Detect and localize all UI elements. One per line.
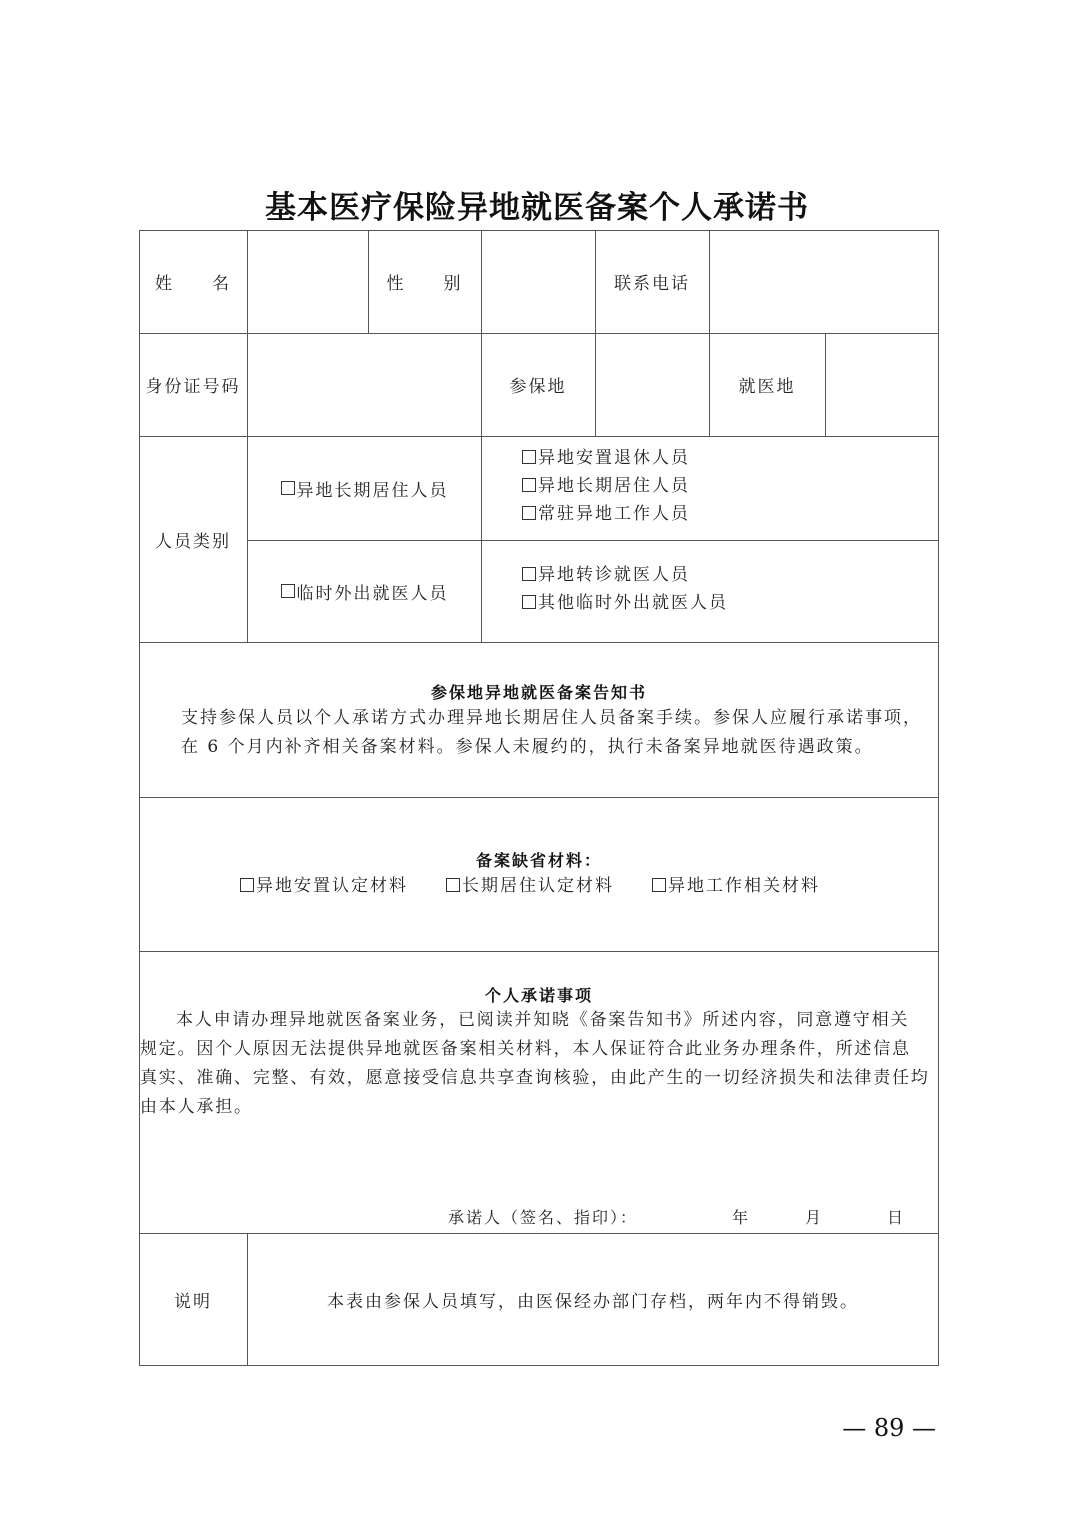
medical-place-label: 就医地 <box>738 377 796 397</box>
option-long-term[interactable] <box>248 436 481 540</box>
option-temporary[interactable] <box>248 540 481 642</box>
gender-label: 性 别 <box>386 274 463 294</box>
page-number: — 89 — <box>842 1414 936 1442</box>
checkbox-icon[interactable] <box>522 595 536 609</box>
missing-materials-options <box>240 872 860 900</box>
option-other-temporary[interactable]: 其他临时外出就医人员 <box>522 589 728 617</box>
name-field[interactable] <box>248 231 368 333</box>
note-text: 本表由参保人员填写，由医保经办部门存档，两年内不得销毁。 <box>327 1291 859 1312</box>
category-label: 人员类别 <box>155 531 231 552</box>
checkbox-icon[interactable] <box>240 878 254 892</box>
missing-materials-title: 备案缺省材料： <box>475 851 602 870</box>
insured-place-label: 参保地 <box>509 377 567 397</box>
phone-field[interactable] <box>710 231 938 333</box>
option-referral[interactable]: 异地转诊就医人员 <box>522 561 728 589</box>
phone-label: 联系电话 <box>614 274 690 294</box>
insured-place-field[interactable] <box>596 334 709 436</box>
checkbox-icon[interactable] <box>522 506 536 520</box>
option-resettled-retiree[interactable]: 异地安置退休人员 <box>522 444 690 472</box>
day-label: 日 <box>887 1208 906 1227</box>
form-title: 基本医疗保险异地就医备案个人承诺书 <box>265 190 809 226</box>
checkbox-icon[interactable] <box>522 450 536 464</box>
option-temporary-label: 临时外出就医人员 <box>296 583 449 604</box>
year-label: 年 <box>732 1208 751 1227</box>
promise-text: 本人申请办理异地就医备案业务，已阅读并知晓《备案告知书》所述内容，同意遵守相关 规定。因个人原因无法提供异地就医备案相关材料，本人保证符合此业务办理条件，所述信息 真实、准确、完整、有效，愿意接受信息共享查询核验，由此产生的一切经济损失和法律责任均 由本人承担。 <box>140 1010 930 1117</box>
id-number-field[interactable] <box>248 334 481 436</box>
gender-field[interactable] <box>482 231 595 333</box>
notice-title: 参保地异地就医备案告知书 <box>430 683 647 702</box>
option-long-term-resident[interactable]: 异地长期居住人员 <box>522 472 690 500</box>
temporary-sub-options <box>522 561 728 617</box>
note-label: 说明 <box>174 1291 212 1312</box>
checkbox-icon[interactable] <box>522 478 536 492</box>
month-label: 月 <box>805 1208 824 1227</box>
checkbox-icon[interactable] <box>522 567 536 581</box>
option-residence-material[interactable]: 长期居住认定材料 <box>446 876 614 896</box>
checkbox-icon[interactable] <box>652 878 666 892</box>
notice-text: 支持参保人员以个人承诺方式办理异地长期居住人员备案手续。参保人应履行承诺事项， 在 6 个月内补齐相关备案材料。参保人未履约的，执行未备案异地就医待遇政策。 <box>181 708 922 757</box>
checkbox-icon[interactable] <box>281 481 295 495</box>
option-work-material[interactable]: 异地工作相关材料 <box>652 876 820 896</box>
promise-title: 个人承诺事项 <box>484 986 593 1005</box>
signer-label: 承诺人（签名、指印）： <box>448 1208 639 1227</box>
option-long-term-label: 异地长期居住人员 <box>296 480 449 501</box>
id-number-label: 身份证号码 <box>145 377 241 397</box>
long-term-sub-options <box>522 444 690 528</box>
name-label: 姓 名 <box>155 274 231 294</box>
checkbox-icon[interactable] <box>446 878 460 892</box>
option-resettlement-material[interactable]: 异地安置认定材料 <box>240 876 408 896</box>
checkbox-icon[interactable] <box>281 584 295 598</box>
option-resident-worker[interactable]: 常驻异地工作人员 <box>522 500 690 528</box>
medical-place-field[interactable] <box>826 334 938 436</box>
